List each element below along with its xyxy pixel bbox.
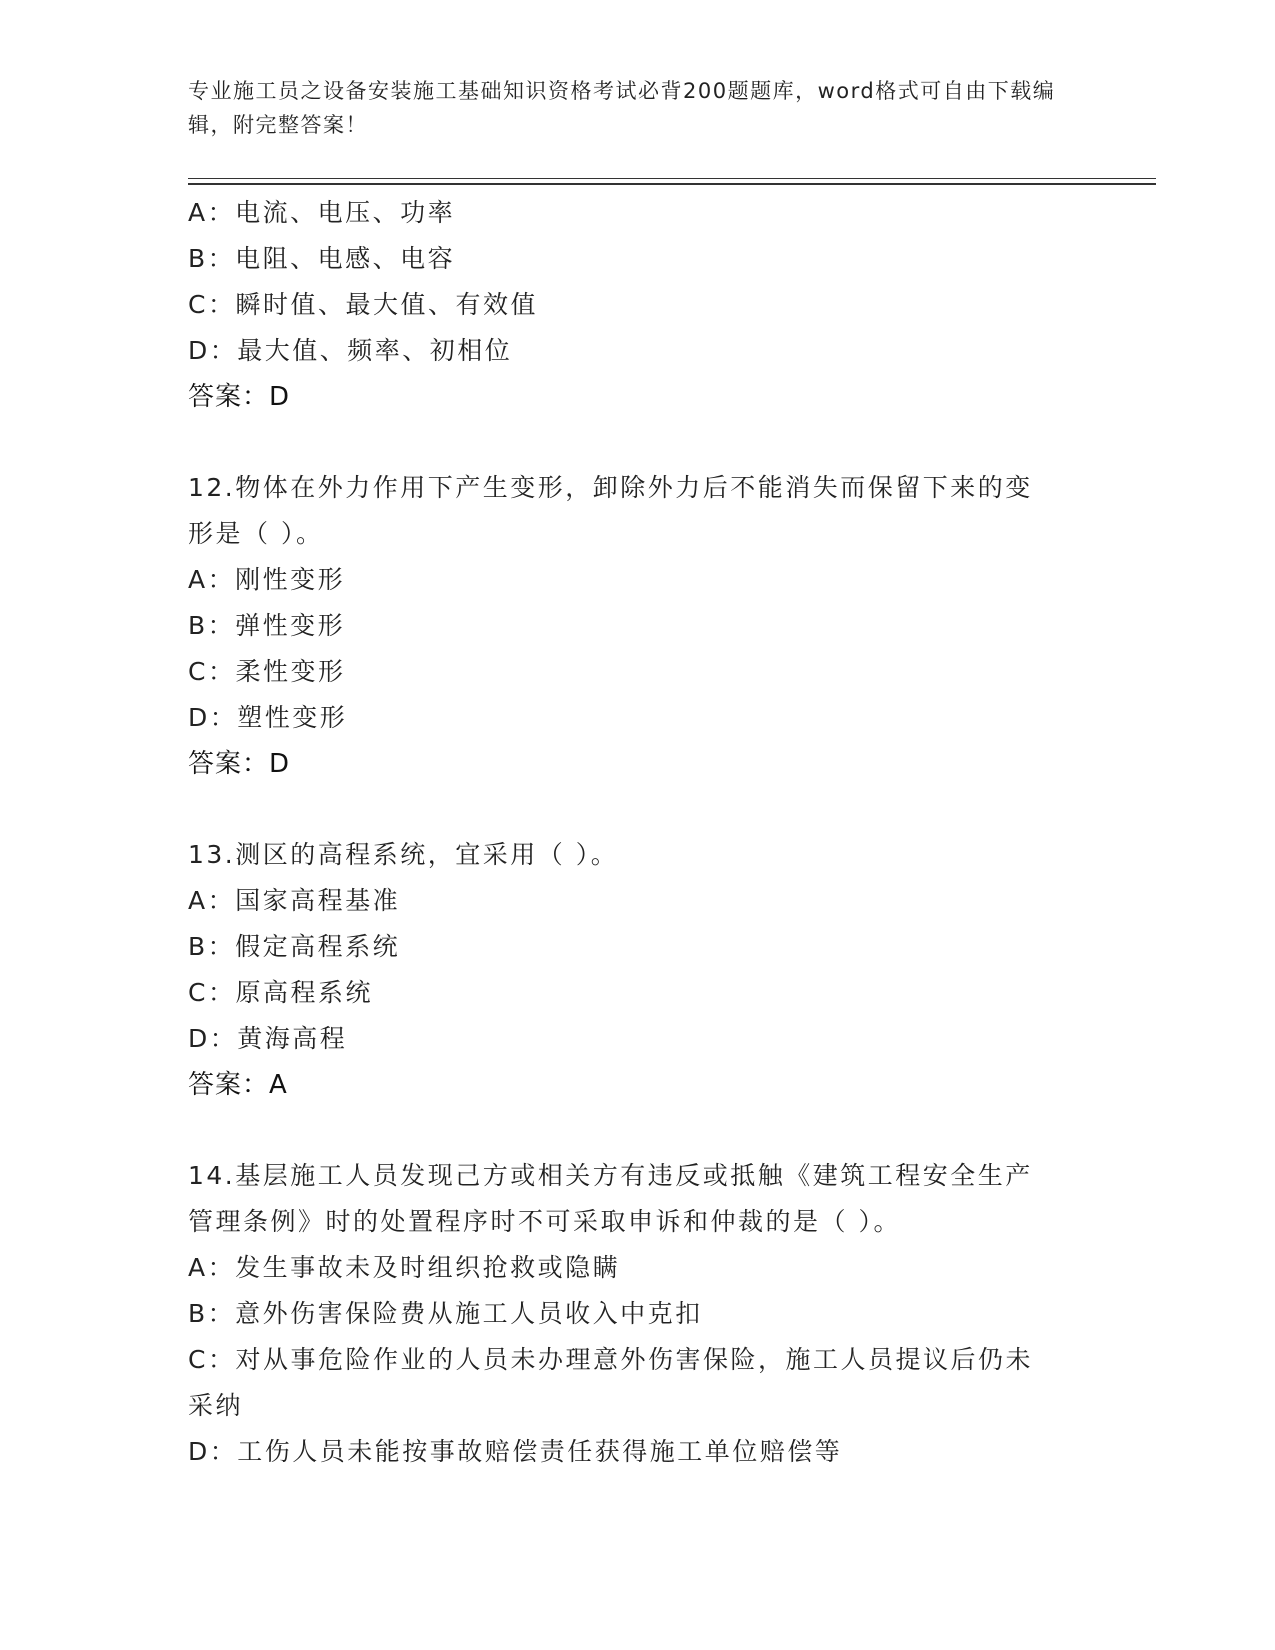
answer: 答案：D <box>188 382 291 412</box>
option-a: A：电流、电压、功率 <box>188 198 456 227</box>
answer: 答案：D <box>188 749 291 779</box>
option-b: B：弹性变形 <box>188 611 346 640</box>
option-d: D：塑性变形 <box>188 703 348 732</box>
option-c: C：柔性变形 <box>188 657 346 686</box>
question-11 <box>188 190 1088 420</box>
question-stem-continued: 形是（ ）。 <box>188 519 324 548</box>
option-a: A：刚性变形 <box>188 565 346 594</box>
option-b: B：意外伤害保险费从施工人员收入中克扣 <box>188 1299 703 1328</box>
option-d: D：黄海高程 <box>188 1024 348 1053</box>
option-d: D：最大值、频率、初相位 <box>188 336 513 365</box>
header-divider-thick <box>188 183 1156 185</box>
spacer <box>188 420 1088 465</box>
question-13 <box>188 832 1088 1108</box>
option-b: B：假定高程系统 <box>188 932 401 961</box>
answer: 答案：A <box>188 1070 288 1100</box>
option-a: A：国家高程基准 <box>188 886 401 915</box>
option-c: C：瞬时值、最大值、有效值 <box>188 290 538 319</box>
option-c-continued: 采纳 <box>188 1391 244 1420</box>
spacer <box>188 787 1088 832</box>
header-text: 专业施工员之设备安装施工基础知识资格考试必背200题题库，word格式可自由下载编辑，附完整答案！ <box>188 79 1056 137</box>
document-header <box>188 74 1068 142</box>
option-c: C：原高程系统 <box>188 978 373 1007</box>
question-14 <box>188 1153 1088 1475</box>
question-stem: 12.物体在外力作用下产生变形，卸除外力后不能消失而保留下来的变 <box>188 473 1033 502</box>
spacer <box>188 1108 1088 1153</box>
question-stem: 14.基层施工人员发现己方或相关方有违反或抵触《建筑工程安全生产 <box>188 1161 1033 1190</box>
question-stem-continued: 管理条例》时的处置程序时不可采取申诉和仲裁的是（ ）。 <box>188 1207 901 1236</box>
question-stem: 13.测区的高程系统，宜采用（ ）。 <box>188 840 619 869</box>
option-b: B：电阻、电感、电容 <box>188 244 456 273</box>
option-c: C：对从事危险作业的人员未办理意外伤害保险，施工人员提议后仍未 <box>188 1345 1033 1374</box>
header-divider-thin <box>188 178 1156 179</box>
option-d: D：工伤人员未能按事故赔偿责任获得施工单位赔偿等 <box>188 1437 843 1466</box>
option-a: A：发生事故未及时组织抢救或隐瞒 <box>188 1253 621 1282</box>
question-list <box>188 190 1088 1475</box>
question-12 <box>188 465 1088 787</box>
